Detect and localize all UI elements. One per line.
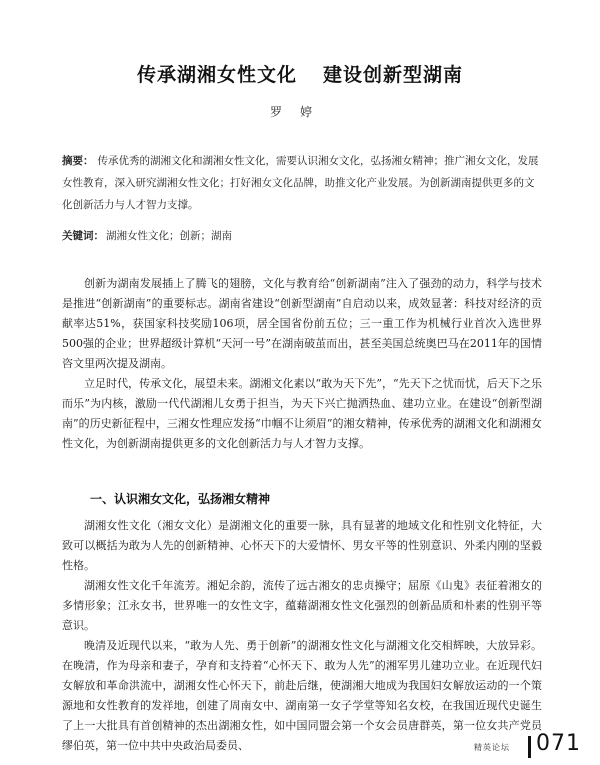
section-1-heading: 一、认识湘女文化，弘扬湘女精神	[90, 492, 271, 506]
abstract-text: 传承优秀的湖湘文化和湖湘女性文化，需要认识湘女文化，弘扬湘女精神；推广湘女文化，发展女性教育，深入研究湖湘女性文化；打好湘女文化品牌，助推文化产业发展。为创新湖南提供更多的文化创新活力与人才智力支撑。	[62, 155, 539, 211]
keywords	[62, 225, 540, 247]
footer-column-label: 精英论坛	[474, 743, 510, 752]
author-name: 罗婷	[269, 105, 330, 119]
abstract	[62, 150, 540, 216]
intro-paragraph-2: 立足时代，传承文化，展望未来。湖湘文化素以“敢为天下先”，“先天下之忧而忧，后天下之乐而乐”为内核，激励一代代湖湘儿女勇于担当，为天下兴亡抛洒热血、建功立业。在建设“创新型湖南”的历史新征程中，三湘女性理应发扬“巾帼不让须眉”的湘女精神，传承优秀的湖湘文化和湖湘女性文化，为创新湖南提供更多的文化创新活力与人才智力支撑。	[62, 377, 542, 450]
section-1-body	[62, 516, 542, 756]
article-title	[0, 60, 600, 87]
title-part-2: 建设创新型湖南	[323, 64, 464, 86]
section-1-paragraph-2: 湖湘女性文化千年流芳。湘妃余韵，流传了远古湘女的忠贞操守；屈原《山鬼》表征着湘女的多情形象；江永女书，世界唯一的女性文字，蕴藉湖湘女性文化强烈的创新品质和朴素的性别平等意识。	[62, 579, 542, 632]
intro-paragraph-1: 创新为湖南发展插上了腾飞的翅膀，文化与教育给“创新湖南”注入了强劲的动力，科学与技术是推进“创新湖南”的重要标志。湖南省建设“创新型湖南”自启动以来，成效显著：科技对经济的贡献率达51%，获国家科技奖励106项，居全国省份前五位；三一重工作为机械行业首次入选世界500强的企业；世界超级计算机“天河一号”在湖南破茧而出，甚至美国总统奥巴马在2011年的国情咨文里两次提及湖南。	[62, 277, 542, 370]
section-1-paragraph-3: 晚清及近现代以来，“敢为人先、勇于创新”的湖湘女性文化与湖湘文化交相辉映，大放异彩。在晚清，作为母亲和妻子，孕育和支持着“心怀天下、敢为人先”的湘军男儿建功立业。在近现代妇女解放和革命洪流中，湖湘女性心怀天下，前赴后继，使湖湘大地成为我国妇女解放运动的一个策源地和女性教育的发祥地，创建了周南女中、湖南第一女子学堂等知名女校，在我国近现代史诞生了上一大批具有首创精神的杰出湖湘女性，如中国同盟会第一个女会员唐群英，第一位女共产党员缪伯英，第一位中共中央政治局委员、	[62, 639, 542, 752]
abstract-label: 摘要：	[62, 155, 94, 167]
title-part-1: 传承湖湘女性文化	[136, 64, 297, 86]
section-1-paragraph-1: 湖湘女性文化（湘女文化）是湖湘文化的重要一脉，具有显著的地域文化和性别文化特征，大致可以概括为敢为人先的创新精神、心怀天下的大爱情怀、男女平等的性别意识、外柔内刚的坚毅性格。	[62, 519, 542, 572]
keywords-text: 湖湘女性文化；创新；湖南	[106, 230, 232, 242]
intro-section	[62, 274, 542, 454]
page-number: 071	[536, 731, 581, 756]
footer-divider	[528, 736, 531, 758]
keywords-label: 关键词：	[62, 230, 104, 242]
